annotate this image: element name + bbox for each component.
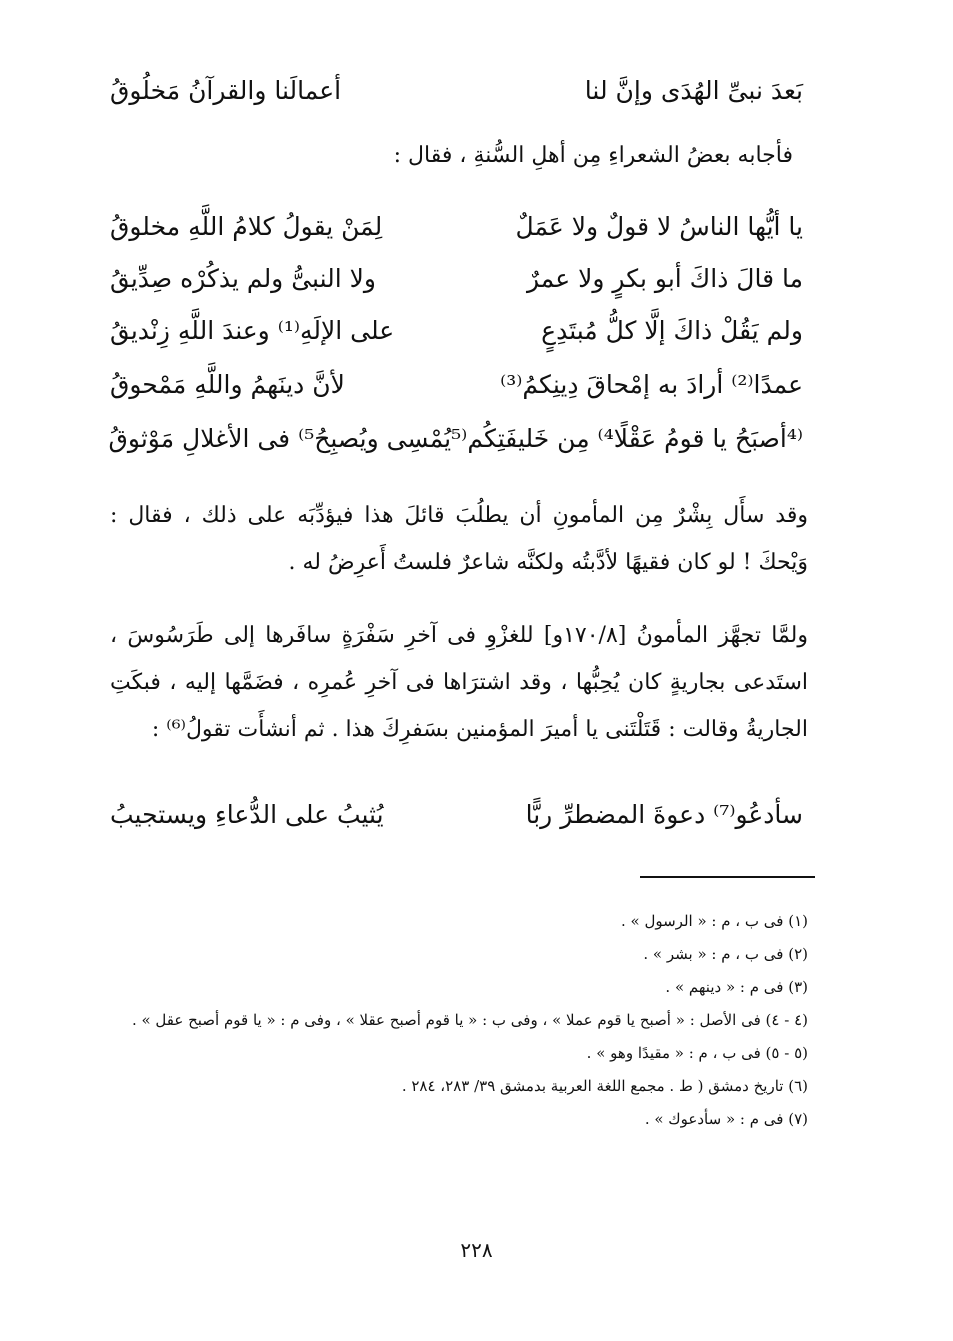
verse-hemistich-first: عمدًا⁽²⁾ أرادَ به إمْحاقَ دِينِكمُ⁽³⁾: [500, 369, 803, 399]
verse-hemistich-first: ولم يَقُلْ ذاكَ إلَّا كلُّ مُبتَدِعٍ: [541, 315, 803, 345]
verse-line: [110, 792, 803, 836]
verse-line: [110, 204, 803, 248]
footnote: (٥ - ٥) فى ب ، م : « مقيدًا وهو » .: [586, 1044, 808, 1062]
verse-hemistich-second: على الإلَهِ⁽¹⁾ وعندَ اللَّهِ زِنْديقُ: [110, 315, 395, 345]
paragraph: ولمَّا تجهَّز المأمونُ [١٧٠/٨و] للغزْوِ فى آخرِ سَفْرَةٍ سافَرها إلى طَرَسُوسَ ، استَدعى بجاريةٍ كان يُحِبُّها ، وقد اشترَاها فى آخرِ عُمرِه ، فضَمَّها إليه ، فبكَتِ الجاريةُ وقالت : قَتَلْتَنى يا أميرَ المؤمنين بسَفرِكَ هذا . ثم أنشأَت تقولُ⁽⁶⁾ :: [110, 623, 808, 742]
footnote: (١) فى ب ، م : « الرسول » .: [620, 912, 808, 930]
intro-line: فأجابه بعضُ الشعراءِ مِن أهلِ السُّنةِ ، فقال :: [393, 143, 793, 168]
verse-hemistich-first: يا أيُّها الناسُ لا قولٌ ولا عَمَلٌ: [515, 211, 803, 241]
verse-line: [110, 256, 803, 300]
footnote-separator: [640, 876, 815, 878]
verse-hemistich-first: بَعدَ نبىِّ الهُدَى وإنَّ لنا: [584, 75, 803, 105]
verse-hemistich-first: ما قالَ ذاكَ أبو بكرٍ ولا عمرٌ: [527, 263, 803, 293]
footnote: (٧) فى م : « سأدعوك » .: [644, 1110, 808, 1128]
verse-hemistich-second: لِمَنْ يقولُ كلامُ اللَّهِ مخلوقُ: [110, 211, 383, 241]
verse-hemistich-second: ⁽⁵يُمْسِى ويُصبِحُ⁵⁾ فى الأغلالِ مَوْثوقُ: [108, 423, 468, 453]
footnote: (٦) تاريخ دمشق ( ط . مجمع اللغة العربية بدمشق ٣٩/ ٢٨٣، ٢٨٤ .: [401, 1077, 808, 1095]
footnotes: [110, 905, 808, 1136]
verse-line: [110, 68, 803, 112]
verse-hemistich-second: يُثيبُ على الدُّعاءِ ويستجيبُ: [110, 799, 384, 829]
verse-hemistich-second: ولا النبىُّ ولم يذكُرْه صِدِّيقُ: [110, 263, 376, 293]
verse-hemistich-first: سأدعُو⁽⁷⁾ دعوةَ المضطرِّ ربًّا: [525, 799, 803, 829]
footnote: (٤ - ٤) فى الأصل : « أصبح يا قوم عملا » ، وفى ب : « يا قوم أصبح عقلا » ، وفى م : « يا قوم أصبح عقل » .: [131, 1011, 808, 1029]
verse-line: [110, 308, 803, 352]
page-number: ٢٢٨: [460, 1238, 493, 1262]
verse-hemistich-second: أعمالَنا والقرآنُ مَخلُوقُ: [110, 75, 342, 105]
verse-line: [110, 416, 803, 460]
verse-hemistich-first: ⁽⁴أصبَحُ يا قومُ عَقْلًا⁴⁾ مِن خَليفَتِكُم: [467, 423, 803, 453]
footnote: (٢) فى ب ، م : « بشر » .: [643, 945, 808, 963]
footnote: (٣) فى م : « دينهم » .: [665, 978, 808, 996]
verse-line: [110, 362, 803, 406]
verse-hemistich-second: لأنَّ دينَهمُ واللَّهِ مَمْحوقُ: [110, 369, 345, 399]
paragraph: وقد سأَل بِشْرٌ مِن المأمونِ أن يطلُبَ قائلَ هذا فيؤدِّبَه على ذلك ، فقال : وَيْحكَ ! لو كان فقيهًا لأدَّبتُه ولكنَّه شاعرٌ فلستُ أَعرِضُ له .: [110, 503, 808, 575]
